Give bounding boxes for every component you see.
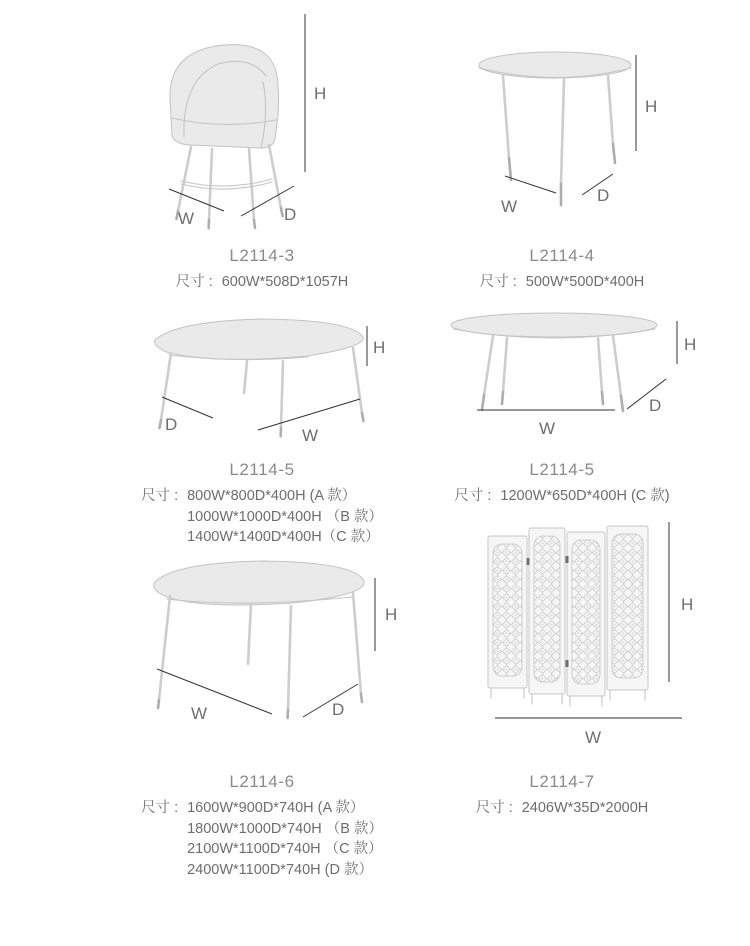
round-side-table-sketch xyxy=(479,52,631,205)
depth-dim-line xyxy=(303,684,358,717)
width-axis-label: W xyxy=(539,419,556,438)
product-card-oval-dining-table xyxy=(112,552,412,880)
bar-stool-figure xyxy=(112,8,412,238)
hinge xyxy=(566,660,569,667)
product-code: L2114-5 xyxy=(529,460,595,479)
folding-screen-figure xyxy=(412,512,712,764)
folding-screen-sketch xyxy=(488,526,648,706)
product-sizes xyxy=(141,486,383,548)
size-prefix: 尺寸 : xyxy=(141,800,179,816)
height-axis-label: H xyxy=(684,335,697,354)
product-sizes xyxy=(476,798,649,819)
product-card-round-side-table xyxy=(412,8,712,293)
hinge xyxy=(566,556,569,563)
product-card-square-coffee-table xyxy=(112,300,412,548)
depth-axis-label: D xyxy=(597,186,610,205)
height-axis-label: H xyxy=(314,84,327,103)
product-sizes xyxy=(454,486,669,507)
size-value: 2400W*1100D*740H (D 款） xyxy=(187,861,373,878)
width-axis-label: W xyxy=(191,704,208,723)
width-axis-label: W xyxy=(501,197,518,216)
square-coffee-table-figure xyxy=(112,300,412,452)
depth-axis-label: D xyxy=(332,700,345,719)
size-prefix: 尺寸 : xyxy=(475,800,513,816)
size-value: 1600W*900D*740H (A 款） xyxy=(187,800,365,816)
product-card-bar-stool xyxy=(112,8,412,293)
size-prefix: 尺寸 : xyxy=(141,488,179,504)
product-code: L2114-3 xyxy=(229,246,295,265)
bar-stool-sketch xyxy=(170,45,283,228)
size-prefix: 尺寸 : xyxy=(479,274,517,290)
size-value: 1000W*1000D*400H （B 款） xyxy=(187,508,383,525)
oval-coffee-table-figure xyxy=(412,300,712,452)
oval-dining-table-figure xyxy=(112,552,412,764)
depth-axis-label: D xyxy=(165,415,178,434)
height-axis-label: H xyxy=(681,595,694,614)
width-dim-line xyxy=(169,189,224,211)
width-axis-label: W xyxy=(302,426,319,445)
width-axis-label: W xyxy=(178,209,195,228)
size-value: 600W*508D*1057H xyxy=(221,274,349,290)
height-axis-label: H xyxy=(645,97,658,116)
round-side-table-figure xyxy=(412,8,712,238)
product-sizes xyxy=(141,798,383,880)
product-sizes xyxy=(176,272,349,293)
hinge xyxy=(527,558,530,565)
height-axis-label: H xyxy=(385,605,398,624)
size-value: 1800W*1000D*740H （B 款） xyxy=(187,820,383,837)
size-value: 1200W*650D*400H (C 款) xyxy=(500,488,670,504)
square-coffee-table-sketch xyxy=(155,319,364,436)
oval-coffee-table-sketch xyxy=(451,313,657,411)
size-value: 500W*500D*400H xyxy=(525,274,645,290)
oval-dining-table-sketch xyxy=(154,561,364,718)
size-prefix: 尺寸 : xyxy=(175,274,213,290)
product-card-folding-screen xyxy=(412,512,712,819)
product-code: L2114-5 xyxy=(229,460,295,479)
depth-axis-label: D xyxy=(649,396,662,415)
product-sizes xyxy=(480,272,645,293)
product-code: L2114-7 xyxy=(529,772,595,791)
width-dim-line xyxy=(157,669,272,714)
size-value: 800W*800D*400H (A 款） xyxy=(187,488,357,504)
size-value: 2100W*1100D*740H （C 款） xyxy=(187,841,383,857)
depth-axis-label: D xyxy=(284,205,297,224)
size-prefix: 尺寸 : xyxy=(454,488,492,504)
width-axis-label: W xyxy=(585,728,602,747)
product-code: L2114-4 xyxy=(529,246,595,265)
height-axis-label: H xyxy=(373,338,386,357)
product-card-oval-coffee-table xyxy=(412,300,712,507)
width-dim-line xyxy=(505,176,556,193)
size-value: 1400W*1400D*400H（C 款） xyxy=(187,529,380,545)
size-value: 2406W*35D*2000H xyxy=(521,800,649,816)
product-code: L2114-6 xyxy=(229,772,295,791)
